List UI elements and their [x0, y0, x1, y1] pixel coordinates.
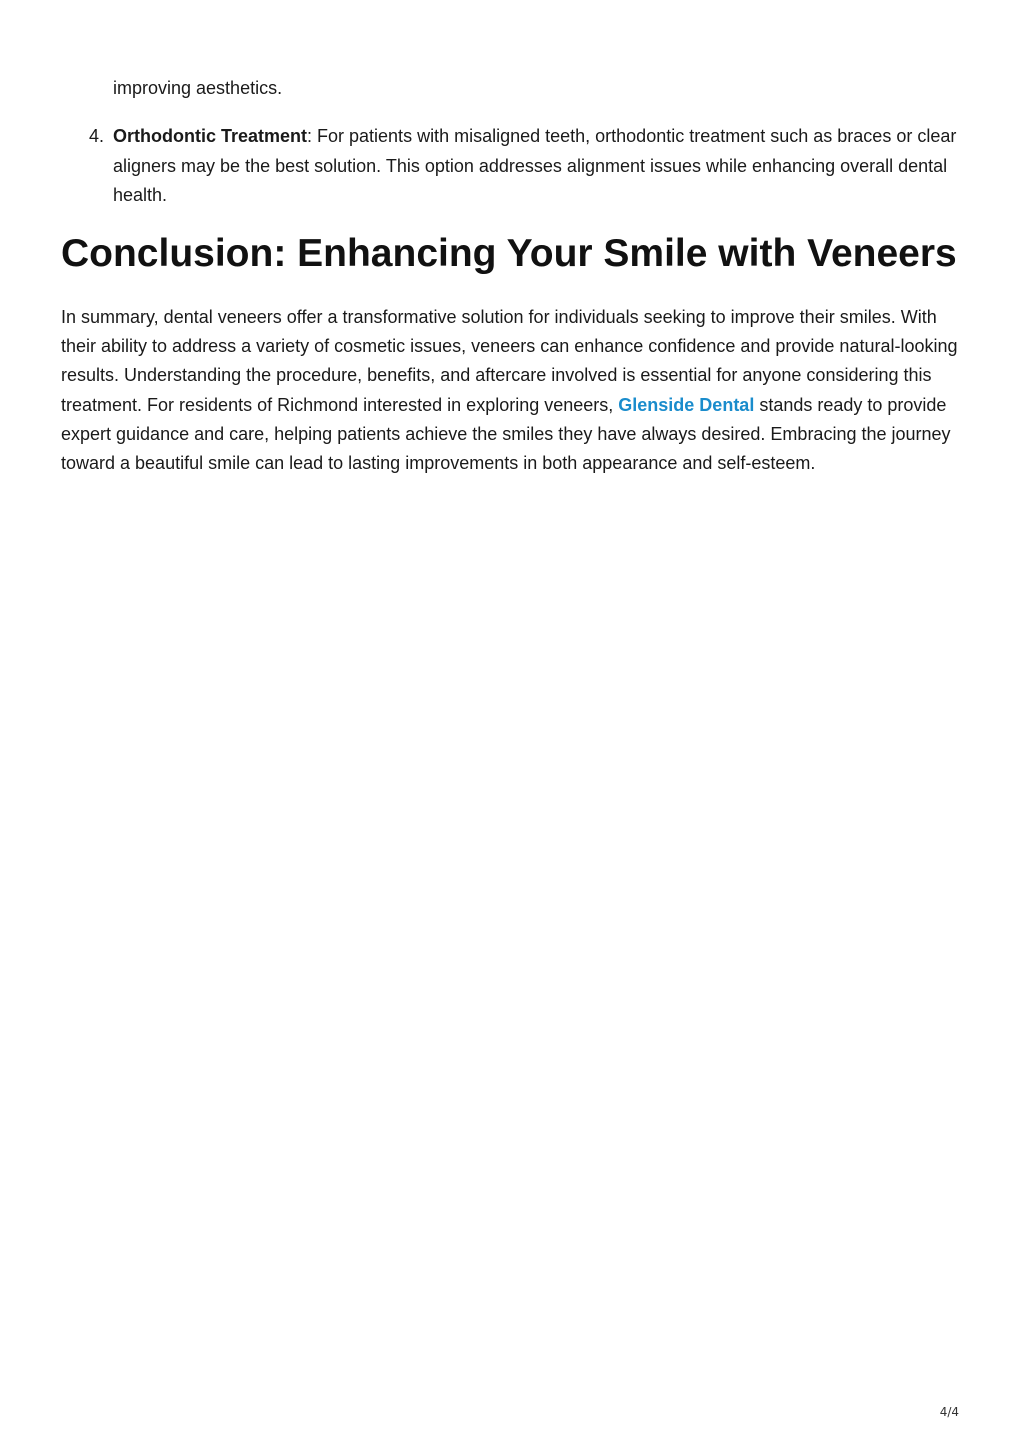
section-heading-conclusion: Conclusion: Enhancing Your Smile with Veneers: [61, 232, 957, 275]
glenside-dental-link[interactable]: Glenside Dental: [618, 394, 755, 415]
conclusion-text-after-link: stands ready to provide expert guidance and care, helping patients achieve the smiles they have always desired. Embracing the journey toward a beautiful smile can lead to lasting improvements in both appearance and self-esteem.: [61, 394, 951, 474]
list-item-term: Orthodontic Treatment: [113, 126, 308, 146]
list-item-continuation: improving aesthetics.: [113, 78, 283, 98]
list-item-description: : For patients with misaligned teeth, orthodontic treatment such as braces or clear aligners may be the best solution. This option addresses alignment issues while enhancing overall dental health.: [113, 126, 957, 205]
conclusion-text-before-link: In summary, dental veneers offer a transformative solution for individuals seeking to improve their smiles. With their ability to address a variety of cosmetic issues, veneers can enhance confidence and provide natural-looking results. Understanding the procedure, benefits, and aftercare involved is essential for anyone considering this treatment. For residents of Richmond interested in exploring veneers,: [61, 307, 958, 415]
page-number: 4/4: [939, 1405, 959, 1419]
conclusion-paragraph: [61, 303, 966, 478]
list-item-orthodontic-treatment: [89, 122, 973, 211]
list-item-number: 4.: [89, 126, 105, 146]
